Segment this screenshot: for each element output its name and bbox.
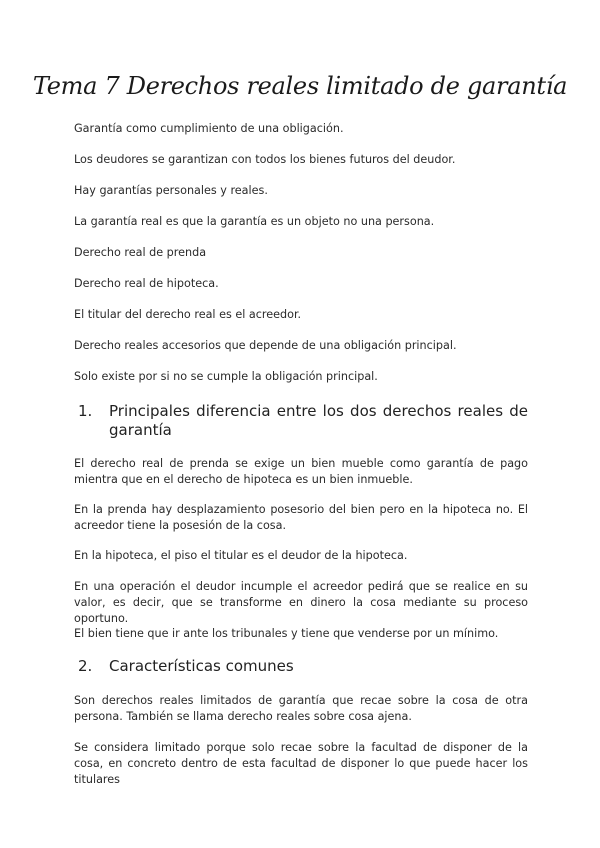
intro-paragraph: Derecho real de hipoteca. bbox=[74, 277, 219, 290]
intro-paragraph: La garantía real es que la garantía es un objeto no una persona. bbox=[74, 215, 435, 228]
section-paragraph: En la hipoteca, el piso el titular es el deudor de la hipoteca. bbox=[74, 549, 408, 562]
section-heading-2 bbox=[78, 657, 528, 676]
section-paragraph: En la prenda hay desplazamiento posesorio del bien pero en la hipoteca no. El acreedor tiene la posesión de la cosa. bbox=[74, 503, 528, 532]
intro-paragraph: Los deudores se garantizan con todos los bienes futuros del deudor. bbox=[74, 153, 456, 166]
section-paragraph: Se considera limitado porque solo recae sobre la facultad de disponer de la cosa, en concreto dentro de esta facultad de disponer lo que puede hacer los titulares bbox=[74, 741, 528, 786]
section-paragraph: El bien tiene que ir ante los tribunales y tiene que venderse por un mínimo. bbox=[74, 627, 499, 640]
section-paragraph: Son derechos reales limitados de garantía que recae sobre la cosa de otra persona. También se llama derecho reales sobre cosa ajena. bbox=[74, 694, 528, 723]
intro-paragraph: Garantía como cumplimiento de una obligación. bbox=[74, 122, 344, 135]
section-paragraph: En una operación el deudor incumple el acreedor pedirá que se realice en su valor, es decir, que se transforme en dinero la cosa mediante su proceso oportuno. bbox=[74, 580, 528, 625]
section-number: 1. bbox=[78, 402, 93, 420]
intro-paragraph: Solo existe por si no se cumple la obligación principal. bbox=[74, 370, 378, 383]
section-heading-text: Características comunes bbox=[109, 657, 294, 675]
section-number: 2. bbox=[78, 657, 93, 675]
intro-paragraph: Hay garantías personales y reales. bbox=[74, 184, 268, 197]
document-title: Tema 7 Derechos reales limitado de garantía bbox=[32, 72, 568, 100]
intro-paragraph: Derecho reales accesorios que depende de una obligación principal. bbox=[74, 339, 457, 352]
intro-paragraph: Derecho real de prenda bbox=[74, 246, 207, 259]
section-heading-text: Principales diferencia entre los dos derechos reales de garantía bbox=[109, 402, 528, 439]
intro-paragraph: El titular del derecho real es el acreedor. bbox=[74, 308, 302, 321]
section-heading-1 bbox=[78, 402, 528, 440]
section-paragraph: El derecho real de prenda se exige un bien mueble como garantía de pago mientra que en el derecho de hipoteca es un bien inmueble. bbox=[74, 457, 528, 486]
